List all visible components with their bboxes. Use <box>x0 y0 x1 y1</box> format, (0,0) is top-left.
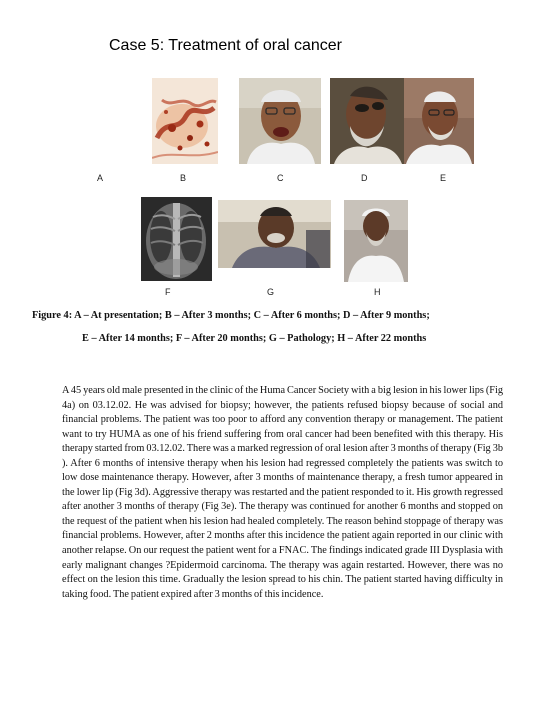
patient-photo-image <box>404 78 474 164</box>
photo-label-c: C <box>277 173 284 183</box>
photo-label-b: B <box>180 173 187 183</box>
figure-caption-line-2: E – After 14 months; F – After 20 months; G – Pathology; H – After 22 months <box>82 333 427 344</box>
page-title: Case 5: Treatment of oral cancer <box>109 37 342 54</box>
photo-label-a: A <box>97 173 104 183</box>
figure-caption-line-1: Figure 4: A – At presentation; B – After 3 months; C – After 6 months; D – After 9 months; <box>32 310 430 321</box>
patient-photo-image <box>344 200 408 282</box>
pathology-slide-image <box>152 78 218 164</box>
photo-label-e: E <box>440 173 447 183</box>
photo-patient-h <box>344 200 408 282</box>
photo-xray-f <box>141 197 212 281</box>
patient-photo-image <box>330 78 406 164</box>
photo-label-g: G <box>267 287 275 297</box>
xray-image <box>141 197 212 281</box>
photo-patient-c <box>330 78 406 164</box>
patient-photo-image <box>218 200 331 268</box>
case-description-paragraph: A 45 years old male presented in the clinic of the Huma Cancer Society with a big lesion in his lower lips (Fig 4a) on 03.12.02. He was advised for biopsy; however, the patients refused biopsy because of social and financial problems. The patient was too poor to afford any convention therapy or management. The patient want to try HUMA as one of his friend suffering from oral cancer had been benefited with this therapy. His therapy started from 03.12.02. There was a marked regression of oral lesion after 3 months of therapy (Fig 3b ). After 6 months of intensive therapy when his lesion had regressed completely the patients was switch to low dose maintenance therapy. However, after 3 months of maintenance therapy, a fresh tumor appeared in the lower lip (Fig 3d). Aggressive therapy was restarted and the patient responded to it. His growth regressed after another 3 months of therapy (Fig 3e). The therapy was continued for another 6 months and stopped on the request of the patient when his lesion had healed completely. The reason behind stoppage of therapy was financial problems. However, after 2 months after this incidence the patient again reported in our clinic with another relapse. On our request the patient went for a FNAC. The findings indicated grade III Dysplasia with early malignant changes ?Epidermoid carcinoma. The therapy was again restarted. However, there was no effect on the lesion this time. Gradually the lesion spread to his chin. The patient started having difficulty in taking food. The patient expired after 3 months of this incidence. <box>62 385 503 600</box>
photo-patient-d <box>404 78 474 164</box>
photo-patient-g <box>218 200 331 268</box>
photo-pathology-slide <box>152 78 218 164</box>
patient-photo-image <box>239 78 321 164</box>
photo-label-d: D <box>361 173 368 183</box>
photo-label-h: H <box>374 287 381 297</box>
photo-label-f: F <box>165 287 171 297</box>
photo-patient-b <box>239 78 321 164</box>
